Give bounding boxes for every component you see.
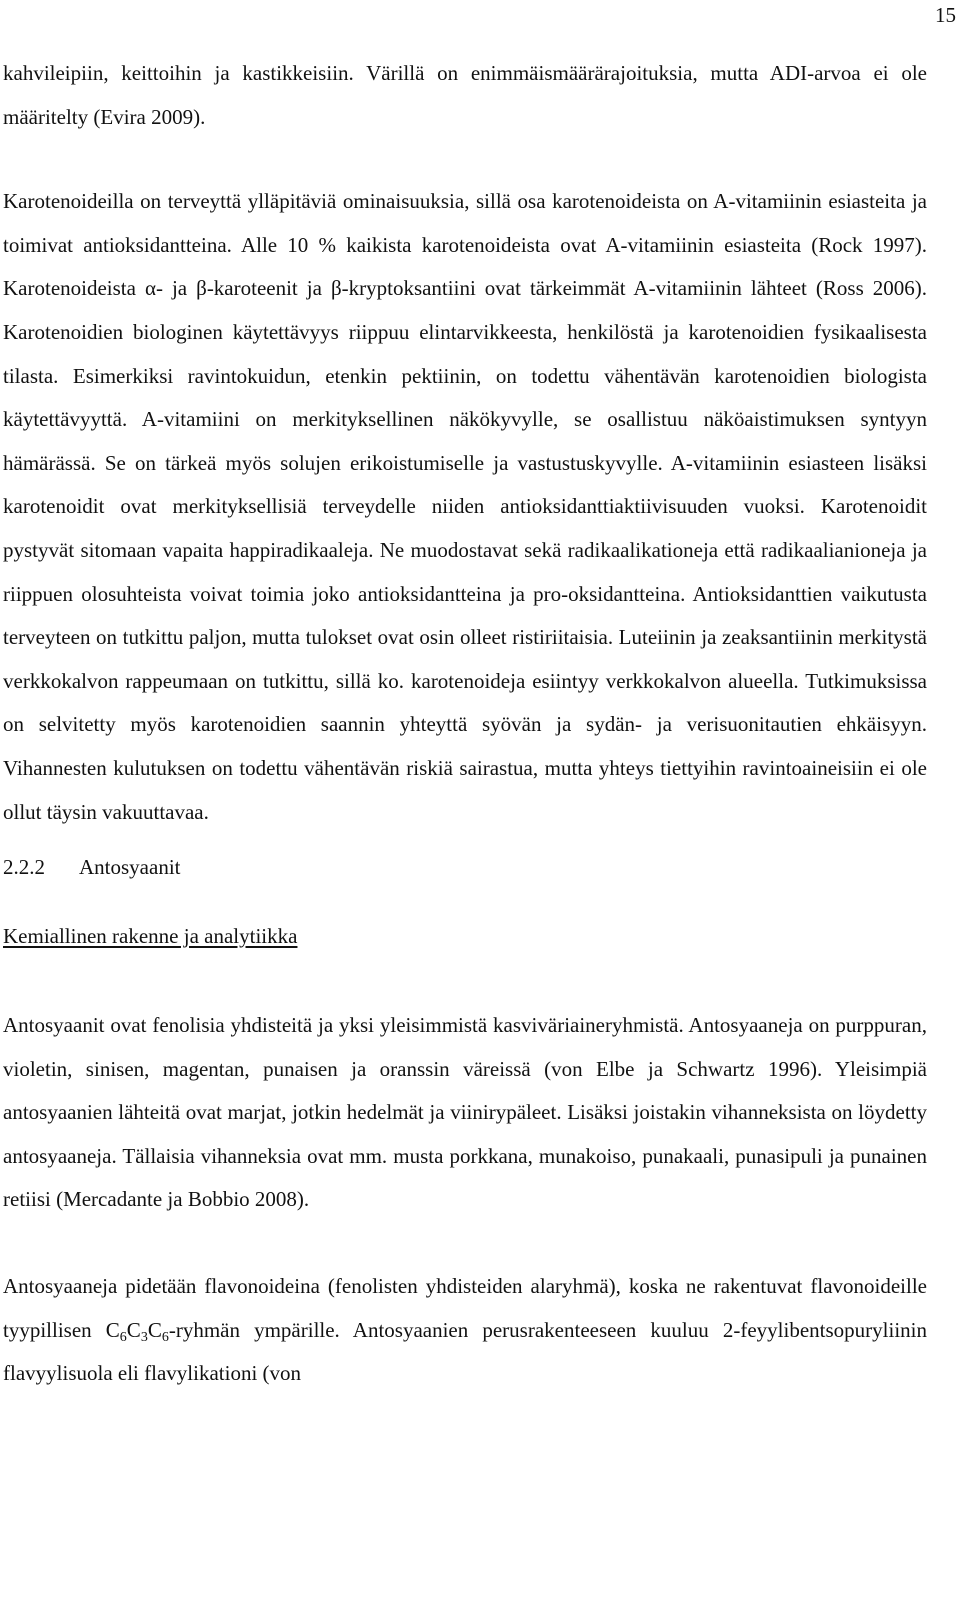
section-title: Antosyaanit	[79, 855, 181, 880]
subsection-heading: Kemiallinen rakenne ja analytiikka	[3, 924, 298, 949]
section-heading	[3, 852, 927, 882]
formula-subscript-3: 6	[161, 1329, 169, 1345]
formula-subscript-1: 6	[119, 1329, 127, 1345]
section-number: 2.2.2	[3, 855, 45, 880]
formula-tail-text: -ryhmän ympärille. Antosyaanien perusrakenteeseen kuuluu 2-feyylibentsopuryliinin flavyylisuola eli flavylikationi (von	[3, 1317, 927, 1386]
formula-c2: C	[126, 1317, 141, 1342]
page-number: 15	[935, 3, 956, 27]
formula-c3: C	[147, 1317, 162, 1342]
paragraph-antosyaanit-rakenne	[3, 1265, 927, 1396]
formula-subscript-2: 3	[140, 1329, 148, 1345]
document-body	[3, 52, 927, 1396]
paragraph-karotenoidit: Karotenoideilla on terveyttä ylläpitäviä ominaisuuksia, sillä osa karotenoideista on A-vitamiinin esiasteita ja toimivat antioksidantteina. Alle 10 % kaikista karotenoideista ovat A-vitamiinin esiasteita (Rock 1997). Karotenoideista α- ja β-karoteenit ja β-kryptoksantiini ovat tärkeimmät A-vitamiinin lähteet (Ross 2006). Karotenoidien biologinen käytettävyys riippuu elintarvikkeesta, henkilöstä ja karotenoidien fysikaalisesta tilasta. Esimerkiksi ravintokuidun, etenkin pektiinin, on todettu vähentävän karotenoidien biologista käytettävyyttä. A-vitamiini on merkityksellinen näkökyvylle, se osallistuu näköaistimuksen syntyyn hämärässä. Se on tärkeä myös solujen erikoistumiselle ja vastustuskyvylle. A-vitamiinin esiasteen lisäksi karotenoidit ovat merkityksellisiä terveydelle niiden antioksidanttiaktiivisuuden vuoksi. Karotenoidit pystyvät sitomaan vapaita happiradikaaleja. Ne muodostavat sekä radikaalikationeja että radikaalianioneja ja riippuen olosuhteista voivat toimia joko antioksidantteina ja pro-oksidantteina. Antioksidanttien vaikutusta terveyteen on tutkittu paljon, mutta tulokset ovat osin olleet ristiriitaisia. Luteiinin ja zeaksantiinin merkitystä verkkokalvon rappeumaan on tutkittu, sillä ko. karotenoideja esiintyy verkkokalvon alueella. Tutkimuksissa on selvitetty myös karotenoidien saannin yhteyttä syövän ja sydän- ja verisuonitautien ehkäisyyn. Vihannesten kulutuksen on todettu vähentävän riskiä sairastua, mutta yhteys tiettyihin ravintoaineisiin ei ole ollut täysin vakuuttavaa.	[3, 189, 927, 824]
formula-lead-text: Antosyaaneja pidetään flavonoideina (fenolisten yhdisteiden alaryhmä), koska ne rakentuvat flavonoideille tyypillisen C	[3, 1274, 927, 1342]
paragraph-evira: kahvileipiin, keittoihin ja kastikkeisiin. Värillä on enimmäismäärärajoituksia, mutta ADI-arvoa ei ole määritelty (Evira 2009).	[3, 61, 927, 129]
paragraph-antosyaanit-lahteet: Antosyaanit ovat fenolisia yhdisteitä ja yksi yleisimmistä kasviväriaineryhmistä. Antosyaaneja on purppuran, violetin, sinisen, magentan, punaisen ja oranssin väreissä (von Elbe ja Schwartz 1996). Yleisimpiä antosyaanien lähteitä ovat marjat, jotkin hedelmät ja viinirypäleet. Lisäksi joistakin vihanneksista on löydetty antosyaaneja. Tällaisia vihanneksia ovat mm. musta porkkana, munakoiso, punakaali, punasipuli ja punainen retiisi (Mercadante ja Bobbio 2008).	[3, 1013, 927, 1212]
